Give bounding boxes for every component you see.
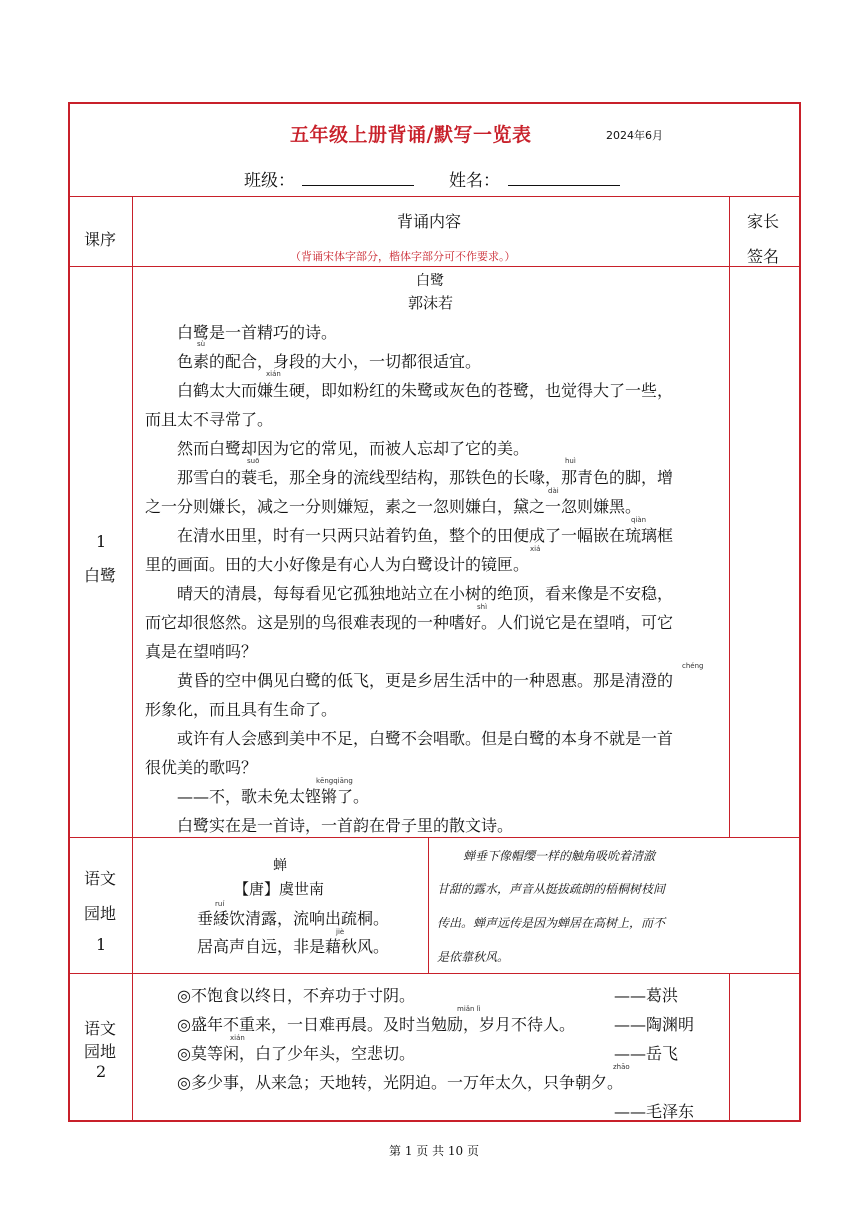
explanation-line: 是依靠秋风。: [437, 950, 510, 964]
text-line: 白鹭实在是一首诗，一首韵在骨子里的散文诗。: [177, 816, 514, 835]
verse-line: 垂緌饮清露，流响出疏桐。: [197, 909, 390, 928]
pinyin-annotation: miǎn lì: [457, 1005, 481, 1013]
quote-author: ——陶渊明: [614, 1015, 695, 1034]
text-line: 形象化，而且具有生命了。: [145, 700, 338, 719]
text-line: 黄昏的空中偶见白鹭的低飞，更是乡居生活中的一种恩惠。那是清澄的: [177, 671, 674, 690]
divider: [132, 196, 133, 1121]
text-line: 色素的配合，身段的大小，一切都很适宜。: [177, 352, 482, 371]
pinyin-annotation: suō: [247, 457, 260, 465]
date-label: 2024年6月: [606, 129, 663, 142]
text-line: 在清水田里，时有一只两只站着钓鱼，整个的田便成了一幅嵌在琉璃框: [177, 526, 674, 545]
pinyin-annotation: xiá: [530, 545, 541, 553]
page-footer: 第 1 页 共 10 页: [389, 1144, 479, 1158]
divider: [729, 973, 730, 1121]
explanation-line: 甘甜的露水，声音从挺拔疏朗的梧桐树枝间: [437, 882, 666, 896]
text-line: 或许有人会感到美中不足，白鹭不会唱歌。但是白鹭的本身不就是一首: [177, 729, 674, 748]
class-field[interactable]: [302, 185, 414, 186]
text-line: 而且太不寻常了。: [145, 410, 274, 429]
quote-text: ◎多少事，从来急；天地转，光阴迫。一万年太久，只争朝夕。: [177, 1073, 623, 1092]
text-line: 里的画面。田的大小好像是有心人为白鹭设计的镜匣。: [145, 555, 530, 574]
text-line: 真是在望哨吗？: [145, 642, 258, 661]
pinyin-annotation: huì: [565, 457, 576, 465]
verse-line: 居高声自远，非是藉秋风。: [197, 937, 390, 956]
pinyin-annotation: chéng: [682, 662, 704, 670]
lesson-label: 语文: [84, 869, 117, 888]
page-title: 五年级上册背诵/默写一览表: [290, 124, 532, 146]
pinyin-annotation: xián: [266, 370, 281, 378]
explanation-line: 蝉垂下像帽缨一样的触角吸吮着清澈: [463, 849, 656, 863]
text-line: 然而白鹭却因为它的常见，而被人忘却了它的美。: [177, 439, 530, 458]
lesson-number: 1: [96, 532, 107, 551]
pinyin-annotation: ruí: [215, 900, 225, 908]
explanation-line: 传出。蝉声远传是因为蝉居在高树上，而不: [437, 916, 666, 930]
name-field[interactable]: [508, 185, 620, 186]
poem-title: 蝉: [273, 858, 287, 874]
quote-author: ——岳飞: [614, 1044, 679, 1063]
pinyin-annotation: xián: [230, 1034, 245, 1042]
divider: [69, 973, 800, 974]
text-line: 那雪白的蓑毛，那全身的流线型结构，那铁色的长喙，那青色的脚，增: [177, 468, 674, 487]
author: 郭沫若: [408, 294, 454, 312]
pinyin-annotation: zhāo: [613, 1063, 630, 1071]
pinyin-annotation: qiàn: [631, 516, 647, 524]
sign-column-header: 家长: [747, 212, 780, 231]
text-line: 白鹭是一首精巧的诗。: [177, 323, 338, 342]
quote-author: ——葛洪: [614, 986, 679, 1005]
quote-text: ◎盛年不重来，一日难再晨。及时当勉励，岁月不待人。: [177, 1015, 575, 1034]
divider: [69, 837, 800, 838]
name-label: 姓名：: [449, 171, 500, 191]
quote-text: ◎不饱食以终日，不弃功于寸阴。: [177, 986, 415, 1005]
pinyin-annotation: sù: [197, 340, 206, 348]
text-line: 晴天的清晨，每每看见它孤独地站立在小树的绝顶，看来像是不安稳，: [177, 584, 674, 603]
lesson-column-header: 课序: [84, 230, 117, 249]
lesson-label: 园地: [84, 1042, 117, 1061]
lesson-label: 2: [96, 1062, 107, 1081]
lesson-label: 1: [96, 935, 107, 954]
text-line: 白鹤太大而嫌生硬，即如粉红的朱鹭或灰色的苍鹭，也觉得大了一些，: [177, 381, 674, 400]
text-line: 而它却很悠然。这是别的鸟很难表现的一种嗜好。人们说它是在望哨，可它: [145, 613, 674, 632]
content-column-header: 背诵内容: [397, 212, 462, 231]
divider: [729, 196, 730, 837]
pinyin-annotation: shì: [477, 603, 488, 611]
divider: [69, 266, 800, 267]
divider: [428, 837, 429, 973]
pinyin-annotation: jiè: [336, 928, 345, 936]
pinyin-annotation: dài: [548, 487, 559, 495]
sign-column-header-2: 签名: [747, 247, 780, 266]
author: 【唐】虞世南: [234, 880, 325, 898]
divider: [69, 196, 800, 197]
recite-note: （背诵宋体字部分，楷体字部分可不作要求。）: [290, 250, 516, 263]
lesson-label: 语文: [84, 1019, 117, 1038]
class-label: 班级：: [244, 171, 295, 191]
quote-text: ◎莫等闲，白了少年头，空悲切。: [177, 1044, 415, 1063]
text-line: 很优美的歌吗？: [145, 758, 258, 777]
lesson-name: 白鹭: [84, 566, 117, 585]
text-line: ——不，歌未免太铿锵了。: [177, 787, 370, 806]
poem-title: 白鹭: [416, 273, 444, 289]
pinyin-annotation: kēngqiāng: [316, 777, 353, 785]
quote-author: ——毛泽东: [614, 1102, 695, 1121]
text-line: 之一分则嫌长，减之一分则嫌短，素之一忽则嫌白，黛之一忽则嫌黑。: [145, 497, 642, 516]
lesson-label: 园地: [84, 904, 117, 923]
